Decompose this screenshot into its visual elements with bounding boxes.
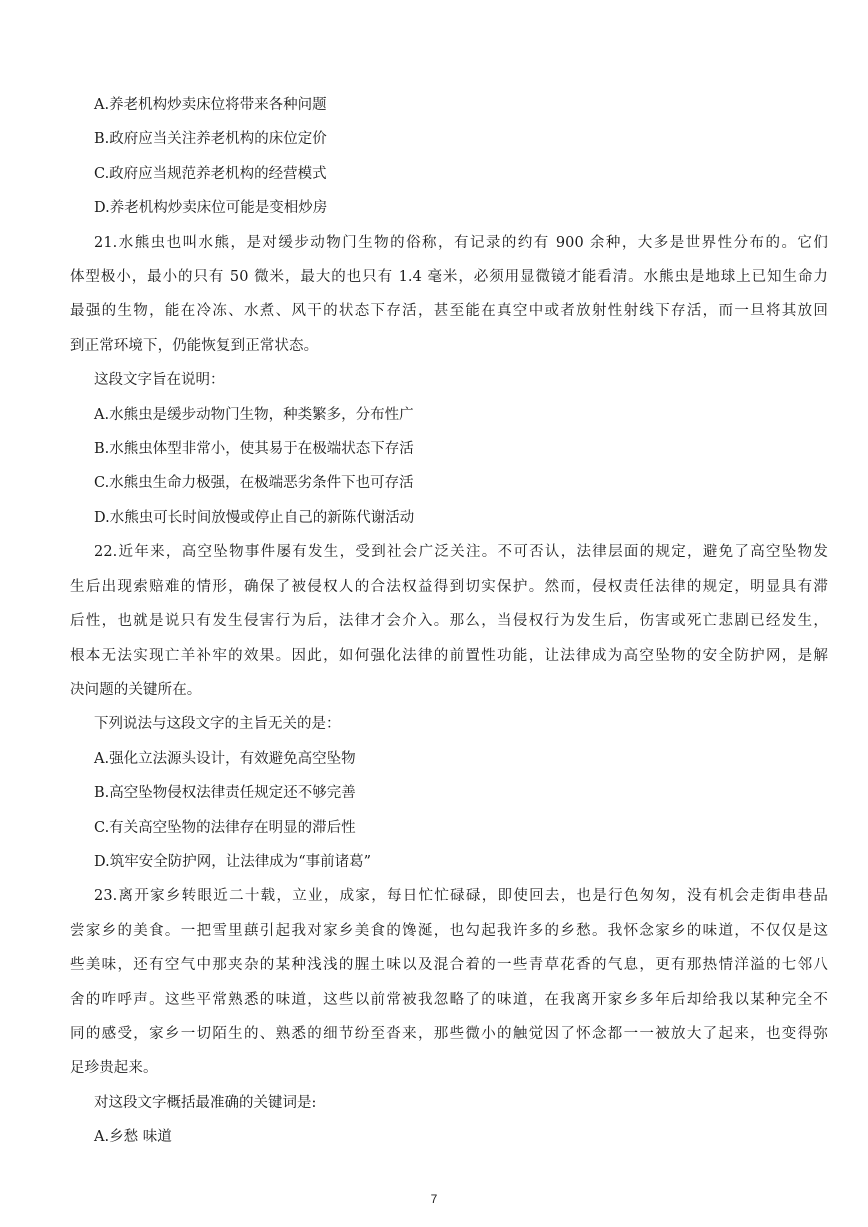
passage-line: 同的感受，家乡一切陌生的、熟悉的细节纷至沓来，那些微小的触觉因了怀念都一一被放大了起来，也变得弥	[70, 1025, 828, 1042]
option-c: C.水熊虫生命力极强，在极端恶劣条件下也可存活	[94, 475, 414, 492]
question-21-options	[94, 398, 804, 536]
passage-line: 足珍贵起来。	[70, 1060, 158, 1077]
passage-line: 尝家乡的美食。一把雪里蕻引起我对家乡美食的馋涎，也勾起我许多的乡愁。我怀念家乡的味道，不仅仅是这	[70, 922, 828, 939]
option-b: B.水熊虫体型非常小，使其易于在极端状态下存活	[94, 441, 414, 458]
page-number: 7	[430, 1192, 438, 1206]
question-23-prompt: 对这段文字概括最准确的关键词是:	[94, 1094, 317, 1111]
option-d: D.水熊虫可长时间放慢或停止自己的新陈代谢活动	[94, 509, 415, 526]
passage-line: 最强的生物，能在冷冻、水煮、风干的状态下存活，甚至能在真空中或者放射性射线下存活，而一旦将其放回	[70, 303, 828, 320]
option-a: A.水熊虫是缓步动物门生物，种类繁多，分布性广	[94, 406, 414, 423]
passage-line: 舍的咋呼声。这些平常熟悉的味道，这些以前常被我忽略了的味道，在我离开家乡多年后却给我以某种完全不	[70, 991, 828, 1008]
passage-line: 23.离开家乡转眼近二十载，立业，成家，每日忙忙碌碌，即使回去，也是行色匆匆，没有机会走街串巷品	[94, 888, 828, 905]
page-content	[70, 88, 828, 1155]
question-23-passage	[70, 879, 828, 1085]
option-a: A.强化立法源头设计，有效避免高空坠物	[94, 750, 356, 767]
option-b: B.政府应当关注养老机构的床位定价	[94, 131, 327, 148]
passage-line: 决问题的关键所在。	[70, 681, 202, 698]
question-22-passage	[70, 535, 828, 707]
question-22-prompt: 下列说法与这段文字的主旨无关的是：	[94, 716, 341, 733]
option-d: D.筑牢安全防护网，让法律成为“事前诸葛”	[94, 853, 372, 870]
question-22-options	[94, 742, 804, 880]
passage-line: 体型极小，最小的只有 50 微米，最大的也只有 1.4 毫米，必须用显微镜才能看清。水熊虫是地球上已知生命力	[70, 269, 828, 286]
passage-line: 后性，也就是说只有发生侵害行为后，法律才会介入。那么，当侵权行为发生后，伤害或死亡悲剧已经发生，	[70, 613, 828, 630]
passage-line: 到正常环境下，仍能恢复到正常状态。	[70, 337, 319, 354]
question-23	[70, 879, 828, 1085]
prev-question-options	[94, 88, 804, 226]
question-22	[70, 535, 828, 707]
passage-line: 21.水熊虫也叫水熊，是对缓步动物门生物的俗称，有记录的约有 900 余种，大多是世界性分布的。它们	[94, 234, 828, 251]
question-21-prompt: 这段文字旨在说明：	[94, 372, 225, 389]
passage-line: 生后出现索赔难的情形，确保了被侵权人的合法权益得到切实保护。然而，侵权责任法律的规定，明显具有滞	[70, 578, 828, 595]
option-a: A.养老机构炒卖床位将带来各种问题	[94, 97, 327, 113]
option-b: B.高空坠物侵权法律责任规定还不够完善	[94, 785, 356, 802]
question-21-passage	[70, 226, 828, 364]
option-a: A.乡愁 味道	[94, 1129, 172, 1146]
option-d: D.养老机构炒卖床位可能是变相炒房	[94, 200, 328, 217]
option-c: C.有关高空坠物的法律存在明显的滞后性	[94, 819, 356, 836]
question-21	[70, 226, 828, 364]
question-23-options	[94, 1120, 804, 1154]
option-c: C.政府应当规范养老机构的经营模式	[94, 165, 327, 182]
passage-line: 根本无法实现亡羊补牢的效果。因此，如何强化法律的前置性功能，让法律成为高空坠物的安全防护网，是解	[70, 647, 828, 664]
passage-line: 些美味，还有空气中那夹杂的某种浅浅的腥土味以及混合着的一些青草花香的气息，更有那热情洋溢的七邻八	[70, 957, 828, 974]
passage-line: 22.近年来，高空坠物事件屡有发生，受到社会广泛关注。不可否认，法律层面的规定，避免了高空坠物发	[94, 544, 828, 561]
